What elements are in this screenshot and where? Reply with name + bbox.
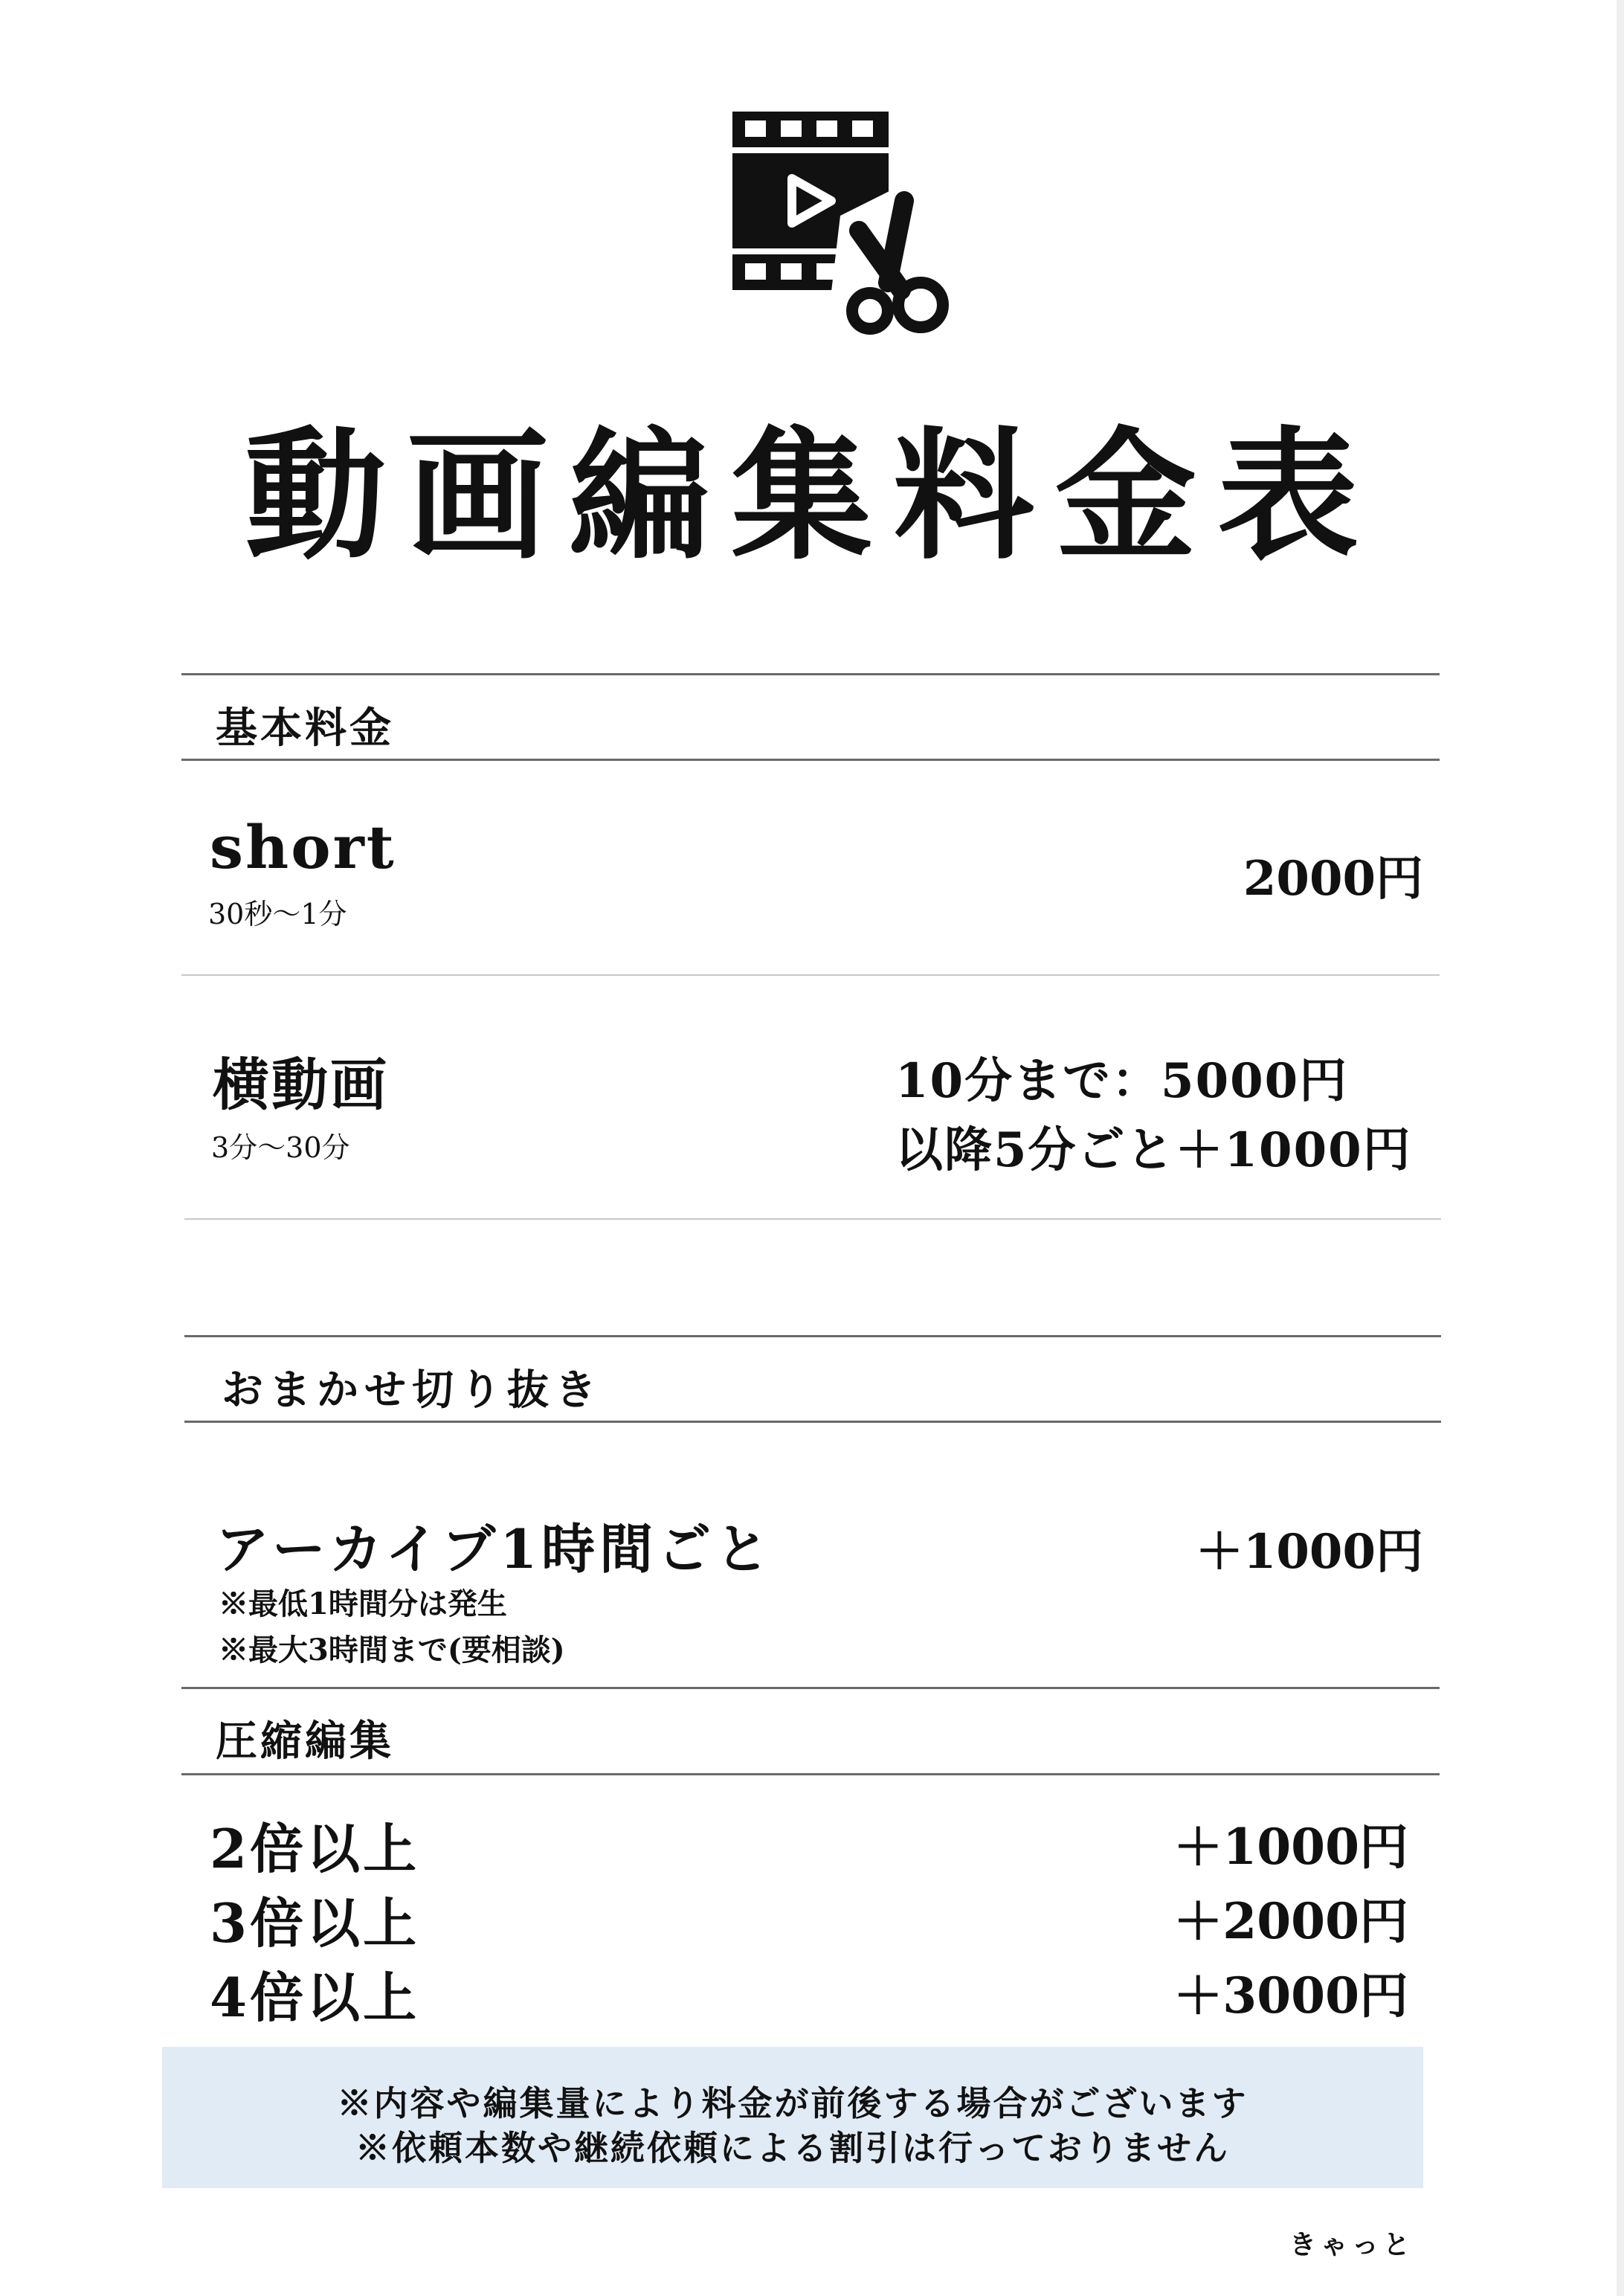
divider bbox=[184, 1335, 1441, 1337]
notice-line: ※内容や編集量により料金が前後する場合がございます bbox=[337, 2083, 1248, 2123]
archive-note-min: ※最低1時間分は発生 bbox=[219, 1586, 507, 1621]
compression-row-price: ＋2000円 bbox=[1173, 1892, 1408, 1950]
landscape-price-line2: 以降5分ごと＋1000円 bbox=[895, 1122, 1412, 1178]
film-scissors-icon bbox=[729, 104, 959, 342]
divider bbox=[184, 1421, 1441, 1423]
divider bbox=[181, 759, 1440, 761]
compression-row-name: 2倍以上 bbox=[210, 1817, 420, 1880]
landscape-price-line1: 10分まで：5000円 bbox=[895, 1053, 1349, 1109]
short-title: short bbox=[210, 812, 396, 882]
archive-title: アーカイブ1時間ごと bbox=[216, 1517, 774, 1580]
compression-row-price: ＋1000円 bbox=[1173, 1818, 1408, 1876]
divider bbox=[181, 1773, 1440, 1775]
notice-box bbox=[162, 2047, 1423, 2188]
short-price: 2000円 bbox=[1243, 851, 1423, 907]
notice-line: ※依頼本数や継続依頼による割引は行っておりません bbox=[355, 2128, 1230, 2168]
signature: きゃっと bbox=[1289, 2229, 1414, 2260]
landscape-title: 横動画 bbox=[213, 1052, 389, 1118]
landscape-duration: 3分～30分 bbox=[211, 1131, 350, 1164]
page-title: 動画編集料金表 bbox=[244, 413, 1379, 579]
section-label-compression: 圧縮編集 bbox=[216, 1717, 394, 1766]
divider bbox=[184, 1218, 1441, 1220]
section-label-basic: 基本料金 bbox=[216, 704, 394, 753]
short-duration: 30秒～1分 bbox=[208, 898, 347, 930]
compression-row-name: 3倍以上 bbox=[210, 1891, 420, 1955]
compression-row-price: ＋3000円 bbox=[1173, 1967, 1408, 2025]
section-label-omakase: おまかせ切り抜き bbox=[222, 1366, 602, 1415]
compression-row-name: 4倍以上 bbox=[210, 1966, 420, 2029]
page-edge bbox=[1617, 0, 1624, 2296]
archive-price: ＋1000円 bbox=[1195, 1524, 1423, 1580]
divider bbox=[181, 974, 1440, 976]
divider bbox=[181, 673, 1440, 675]
archive-note-max: ※最大3時間まで(要相談) bbox=[219, 1633, 565, 1668]
divider bbox=[181, 1687, 1440, 1689]
